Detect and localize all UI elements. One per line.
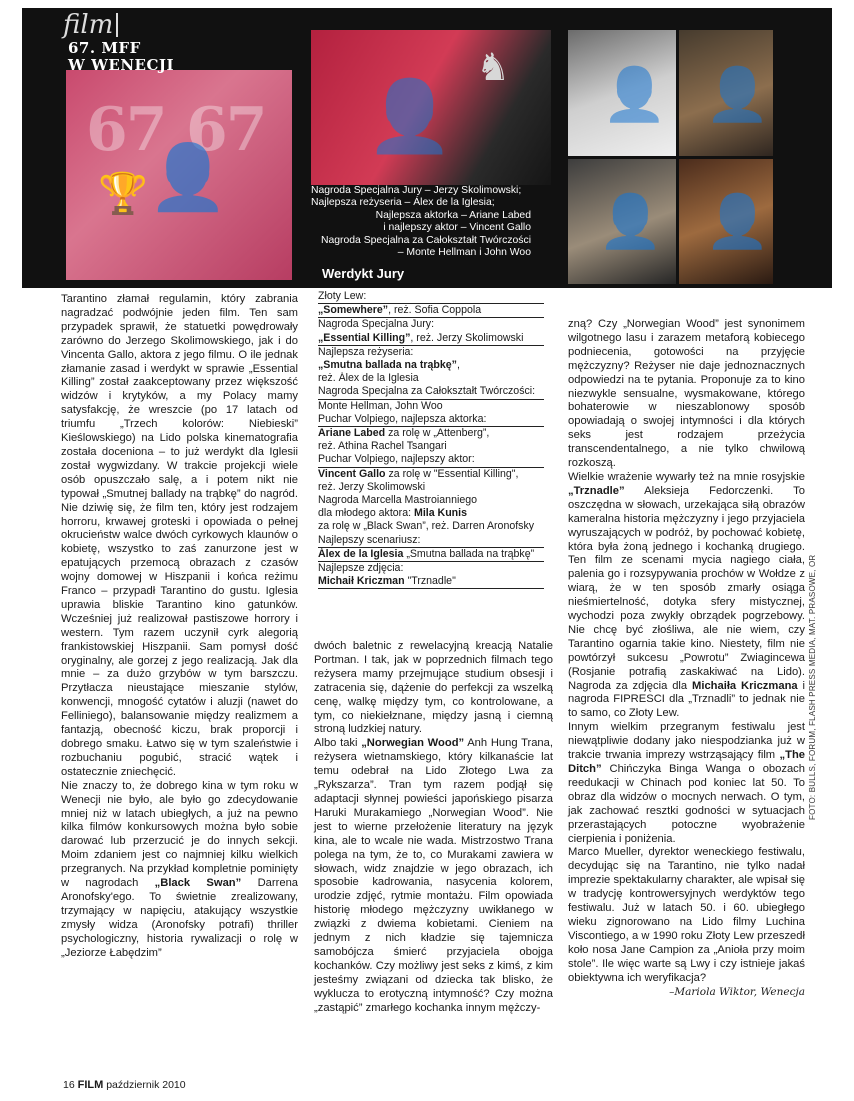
verdict-row: Nagroda Marcella Mastroianniego — [318, 494, 477, 507]
verdict-row: dla młodego aktora: Mila Kunis — [318, 507, 467, 520]
article-paragraph: Albo taki „Norwegian Wood” Anh Hung Trana, reżysera wietnamskiego, który kilkanaście lat temu odebrał na Lido Złotego Lwa za „Rykszarza”. Tran tym razem podjął się adaptacji słynnej powieści japońskiego pisarza Haruki Murakamiego „Norwegian Wood”. Nie jest to wierne przełożenie literatury na język kina, ale to wcale nie wada. Mistrzostwo Trana polega na tym, że to, co Murakami zawiera w słowach, widz znajdzie w jego obrazach, ich sposobie kadrowania, nasycenia kolorem, urodzie zdjęć, rytmie montażu. Film opowiada historię młodego mężczyzny uwikłanego w związki z dwiema kobietami. Cieniem na jednym z nich kładzie się tajemnicza samobójcza śmierć przyjaciela obojga kochanków. Czy możliwy jest seks z kimś, z kim jesteśmy związani od dziecka tak blisko, że wyklucza to erotyczną intymność? Czy można „zastąpić” zmarłego kochanka innym mężczy- — [314, 737, 553, 1014]
verdict-row: reż. Álex de la Iglesia — [318, 372, 419, 385]
verdict-list — [318, 290, 544, 589]
lion-statuette-icon: ♞ — [476, 45, 511, 89]
article-paragraph: Wielkie wrażenie wywarły też na mnie rosyjskie „Trznadle” Aleksieja Fedorczenki. To oszczędna w słowach, urzekająca siłą obrazów kameralna historia mężczyzny i jego przyjaciela wyruszających w podróż, by pochować kobietę, która była żoną jednego i kochanką drugiego. Ten film ze scenami mycia nagiego ciała, palenia go i rozsypywania prochów w Wołdze z wiarą, że w ten sposób zmarły osiąga nieśmiertelność, dotyka sfery mistycznej, wychodzi poza zwykły obrządek pogrzebowy. Nie chcę być złośliwa, ale nie wiem, czy Tarantino ogarnia takie kino. Niestety, film nie powtórzył sukcesu „Powrotu” Zwiagincewa (Rosjanie potrafią zaskakiwać na Lido). Nagroda za zdjęcia dla Michaiła Kriczmana i nagroda FIPRESCI dla „Trznadli” to jednak nie to samo, co Złoty Lew. — [568, 470, 805, 720]
festival-number-left: 67 — [86, 95, 166, 165]
verdict-row: Nagroda Specjalna Jury: — [318, 318, 435, 331]
festival-number-right: 67 — [186, 95, 266, 165]
page-title — [68, 40, 174, 74]
verdict-row: za rolę w „Black Swan”, reż. Darren Aronofsky — [318, 520, 535, 533]
article-column-3 — [568, 318, 805, 999]
article-column-2 — [314, 640, 553, 1015]
photo-hellman — [568, 159, 676, 284]
verdict-row: Nagroda Specjalna za Całokształt Twórczości: — [318, 385, 544, 399]
verdict-row: Najlepszy scenariusz: — [318, 534, 544, 548]
photo-skolimowski — [66, 70, 292, 280]
person-icon: 👤 — [598, 192, 663, 252]
section-divider — [116, 13, 118, 37]
verdict-row: Michaił Kriczman "Trznadle" — [318, 575, 544, 589]
photo-iglesia — [311, 30, 551, 185]
verdict-row: Puchar Volpiego, najlepszy aktor: — [318, 453, 544, 467]
article-paragraph: Marco Mueller, dyrektor weneckiego festiwalu, decydując się na Tarantino, nie tylko nadał imprezie spektakularny charakter, ale wpisał się w tradycję kontrowersyjnych werdyktów tego festiwalu. Już w latach 50. i 60. ubiegłego wieku zignorowano na Lido filmy Luchina Viscontiego, a w 1990 roku Złoty Lew przeszedł koło nosa Jane Campion za „Anioła przy moim stole”. Ile więc warte są Lwy i czy istnieje jakaś obiektywna ich weryfikacja? — [568, 846, 805, 984]
verdict-row: Najlepsze zdjęcia: — [318, 562, 404, 575]
page-title-line1: 67. MFF — [68, 39, 141, 57]
page-title-line2: W WENECJI — [68, 56, 175, 74]
article-paragraph: Tarantino złamał regulamin, który zabrania nagradzać podwójnie jeden film. Ten sam przypadek sprawił, że statuetki powędrowały zarówno do Jerzego Skolimowskiego, jak i do Vincenta Gallo, aktora z jego filmu. O ile jednak złamanie zasad i werdykt w sprawie „Essential Killing” został zaakceptowany przez większość widzów i krytyków, a my Polacy mamy satysfakcję, że wreszcie (po 17 latach od triumfu „Trzech kolorów: Niebieski” Kieślowskiego) na Lido polska kinematografia została doceniona – to już werdykt dla Iglesii został wygwizdany. W trakcie projekcji wiele osób opuszczało salę, a i potem nikt nie typował „Smutnej ballady na trąbkę” do nagród. Nie dziwię się, że film ten, który jest rodzajem horroru, krwawej groteski i opowiada o pełnej okrucieństw walce dwóch cyrkowych klaunów o kobietę, wszystko to zaś zanurzone jest w epatujących przemocą obrazach z czasów wojny domowej w Hiszpanii i końca reżimu Franco – przypadł Tarantino do gustu. Iglesia uprawia bliskie Tarantino kino gatunków. Wcześniej już realizował pastiszowe horrory i western. Tym razem uczynił cyrk alegorią frankistowskiej Hiszpanii. Sam pomysł dość oryginalny, ale gorzej z jego realizacją. Jak dla mnie – za dużo grzybów w tym barszczu. Przytłacza nieustające mieszanie stylów, konwencji, mnogość cytatów i aluzji (nawet do Felliniego), balansowanie między realizmem a fantazją, obecność kiczu, brak proporcji i dobrego smaku. Łatwo się w tym szaleństwie i rozbuchaniu pogubić, stracić wątek i ostatecznie zniechęcić. — [61, 293, 298, 778]
verdict-row: reż. Athina Rachel Tsangari — [318, 440, 447, 453]
photo-labed — [568, 30, 676, 156]
article-paragraph: dwóch baletnic z rewelacyjną kreacją Natalie Portman. I tak, jak w poprzednich filmach tego reżysera mamy przejmujące studium obsesji i zatracenia się, dążenie do perfekcji za wszelką cenę, walkę między tym, co kontrolowane, a tym, co niekiełznane, między jasną i ciemną stroną ludzkiej natury. — [314, 640, 553, 736]
person-icon: 👤 — [602, 65, 667, 125]
article-paragraph: Innym wielkim przegranym festiwalu jest niewątpliwie dodany jako niespodzianka już w trakcie trwania imprezy wstrząsający film „The Ditch” Chińczyka Binga Wanga o obozach reedukacji w Chinach pod koniec lat 50. To obraz dla widzów o mocnych nerwach. O tym, jak zachować resztki godności w sytuacjach przerastających potoczne wyobrażenie cierpienia i poniżenia. — [568, 721, 805, 845]
author-signature: –Mariola Wiktor, Wenecja — [669, 985, 805, 998]
article-paragraph: zną? Czy „Norwegian Wood” jest synonimem wilgotnego lasu i zarazem metaforą kobiecego podniecenia, gotowości na przyjęcie mężczyzny? Reżyser nie daje jednoznacznych odpowiedzi na te pytania. Proponuje za to kino niezwykle sensualne, wysmakowane, którego bohaterowie w nieszablonowy sposób opowiadają o swojej intymności i dla których seks jest rodzajem przeżycia transcendentalnego, a nie tylko chwilową rozkoszą. — [568, 318, 805, 470]
caption-line: – Monte Hellman i John Woo — [397, 247, 531, 259]
verdict-row: Monte Hellman, John Woo — [318, 399, 443, 412]
article-column-1 — [61, 293, 298, 961]
person-icon: 👤 — [705, 192, 770, 252]
verdict-row: reż. Jerzy Skolimowski — [318, 480, 426, 493]
verdict-row: Ariane Labed za rolę w „Attenberg”, — [318, 427, 490, 440]
trophy-icon: 🏆 — [98, 171, 148, 217]
magazine-name: FILM — [77, 1079, 104, 1091]
person-icon: 👤 — [148, 141, 228, 215]
photo-caption — [311, 185, 531, 259]
verdict-row: Vincent Gallo za rolę w "Essential Killing", — [318, 467, 519, 480]
caption-line: Najlepsza aktorka – Ariane Labed — [375, 209, 531, 221]
article-paragraph: Nie znaczy to, że dobrego kina w tym roku w Wenecji nie było, ale było go zdecydowanie mniej niż w latach ubiegłych, a już na pewno kilka filmów konkursowych można było sobie darować lub przerzucić je do innych sekcji. Moim zdaniem jest co najmniej kilku wielkich przegranych. Na przykład kompletnie pominięty w nagrodach „Black Swan” Darrena Aronofsky'ego. To świetnie zrealizowany, trzymający w napięciu, atakujący wszystkie zmysły widza (Aronofsky potrafi) thriller psychologiczny, historia rywalizacji o rolę w „Jeziorze Łabędzim” — [61, 779, 299, 959]
caption-line: Nagroda Specjalna za Całokształt Twórczości — [320, 234, 531, 246]
verdict-row: Najlepsza reżyseria: — [318, 345, 414, 358]
caption-line: Najlepsza reżyseria – Álex de la Iglesia; — [311, 197, 495, 209]
verdict-row: Álex de la Iglesia „Smutna ballada na trąbkę” — [318, 548, 544, 562]
photo-gallo — [679, 30, 773, 156]
verdict-row: „Essential Killing”, reż. Jerzy Skolimowski — [318, 332, 544, 346]
verdict-row: Puchar Volpiego, najlepsza aktorka: — [318, 413, 544, 427]
verdict-row: „Somewhere”, reż. Sofia Coppola — [318, 304, 544, 318]
person-icon: 👤 — [705, 65, 770, 125]
verdict-row: „Smutna ballada na trąbkę”, — [318, 359, 460, 372]
photo-woo — [679, 159, 773, 284]
section-label: film — [63, 10, 114, 40]
page-footer — [63, 1079, 186, 1091]
photo-credit: FOTO: BULLS, FORUM, FLASH PRESS MEDIA, MAT. PRASOWE, OR — [808, 554, 817, 820]
caption-line: i najlepszy aktor – Vincent Gallo — [383, 222, 531, 234]
person-icon: 👤 — [366, 75, 454, 157]
caption-line: Nagroda Specjalna Jury – Jerzy Skolimowski; — [311, 185, 522, 196]
verdict-row: Złoty Lew: — [318, 290, 544, 304]
verdict-title: Werdykt Jury — [322, 266, 405, 281]
issue-date: październik 2010 — [106, 1079, 186, 1091]
page-number: 16 — [63, 1079, 75, 1091]
